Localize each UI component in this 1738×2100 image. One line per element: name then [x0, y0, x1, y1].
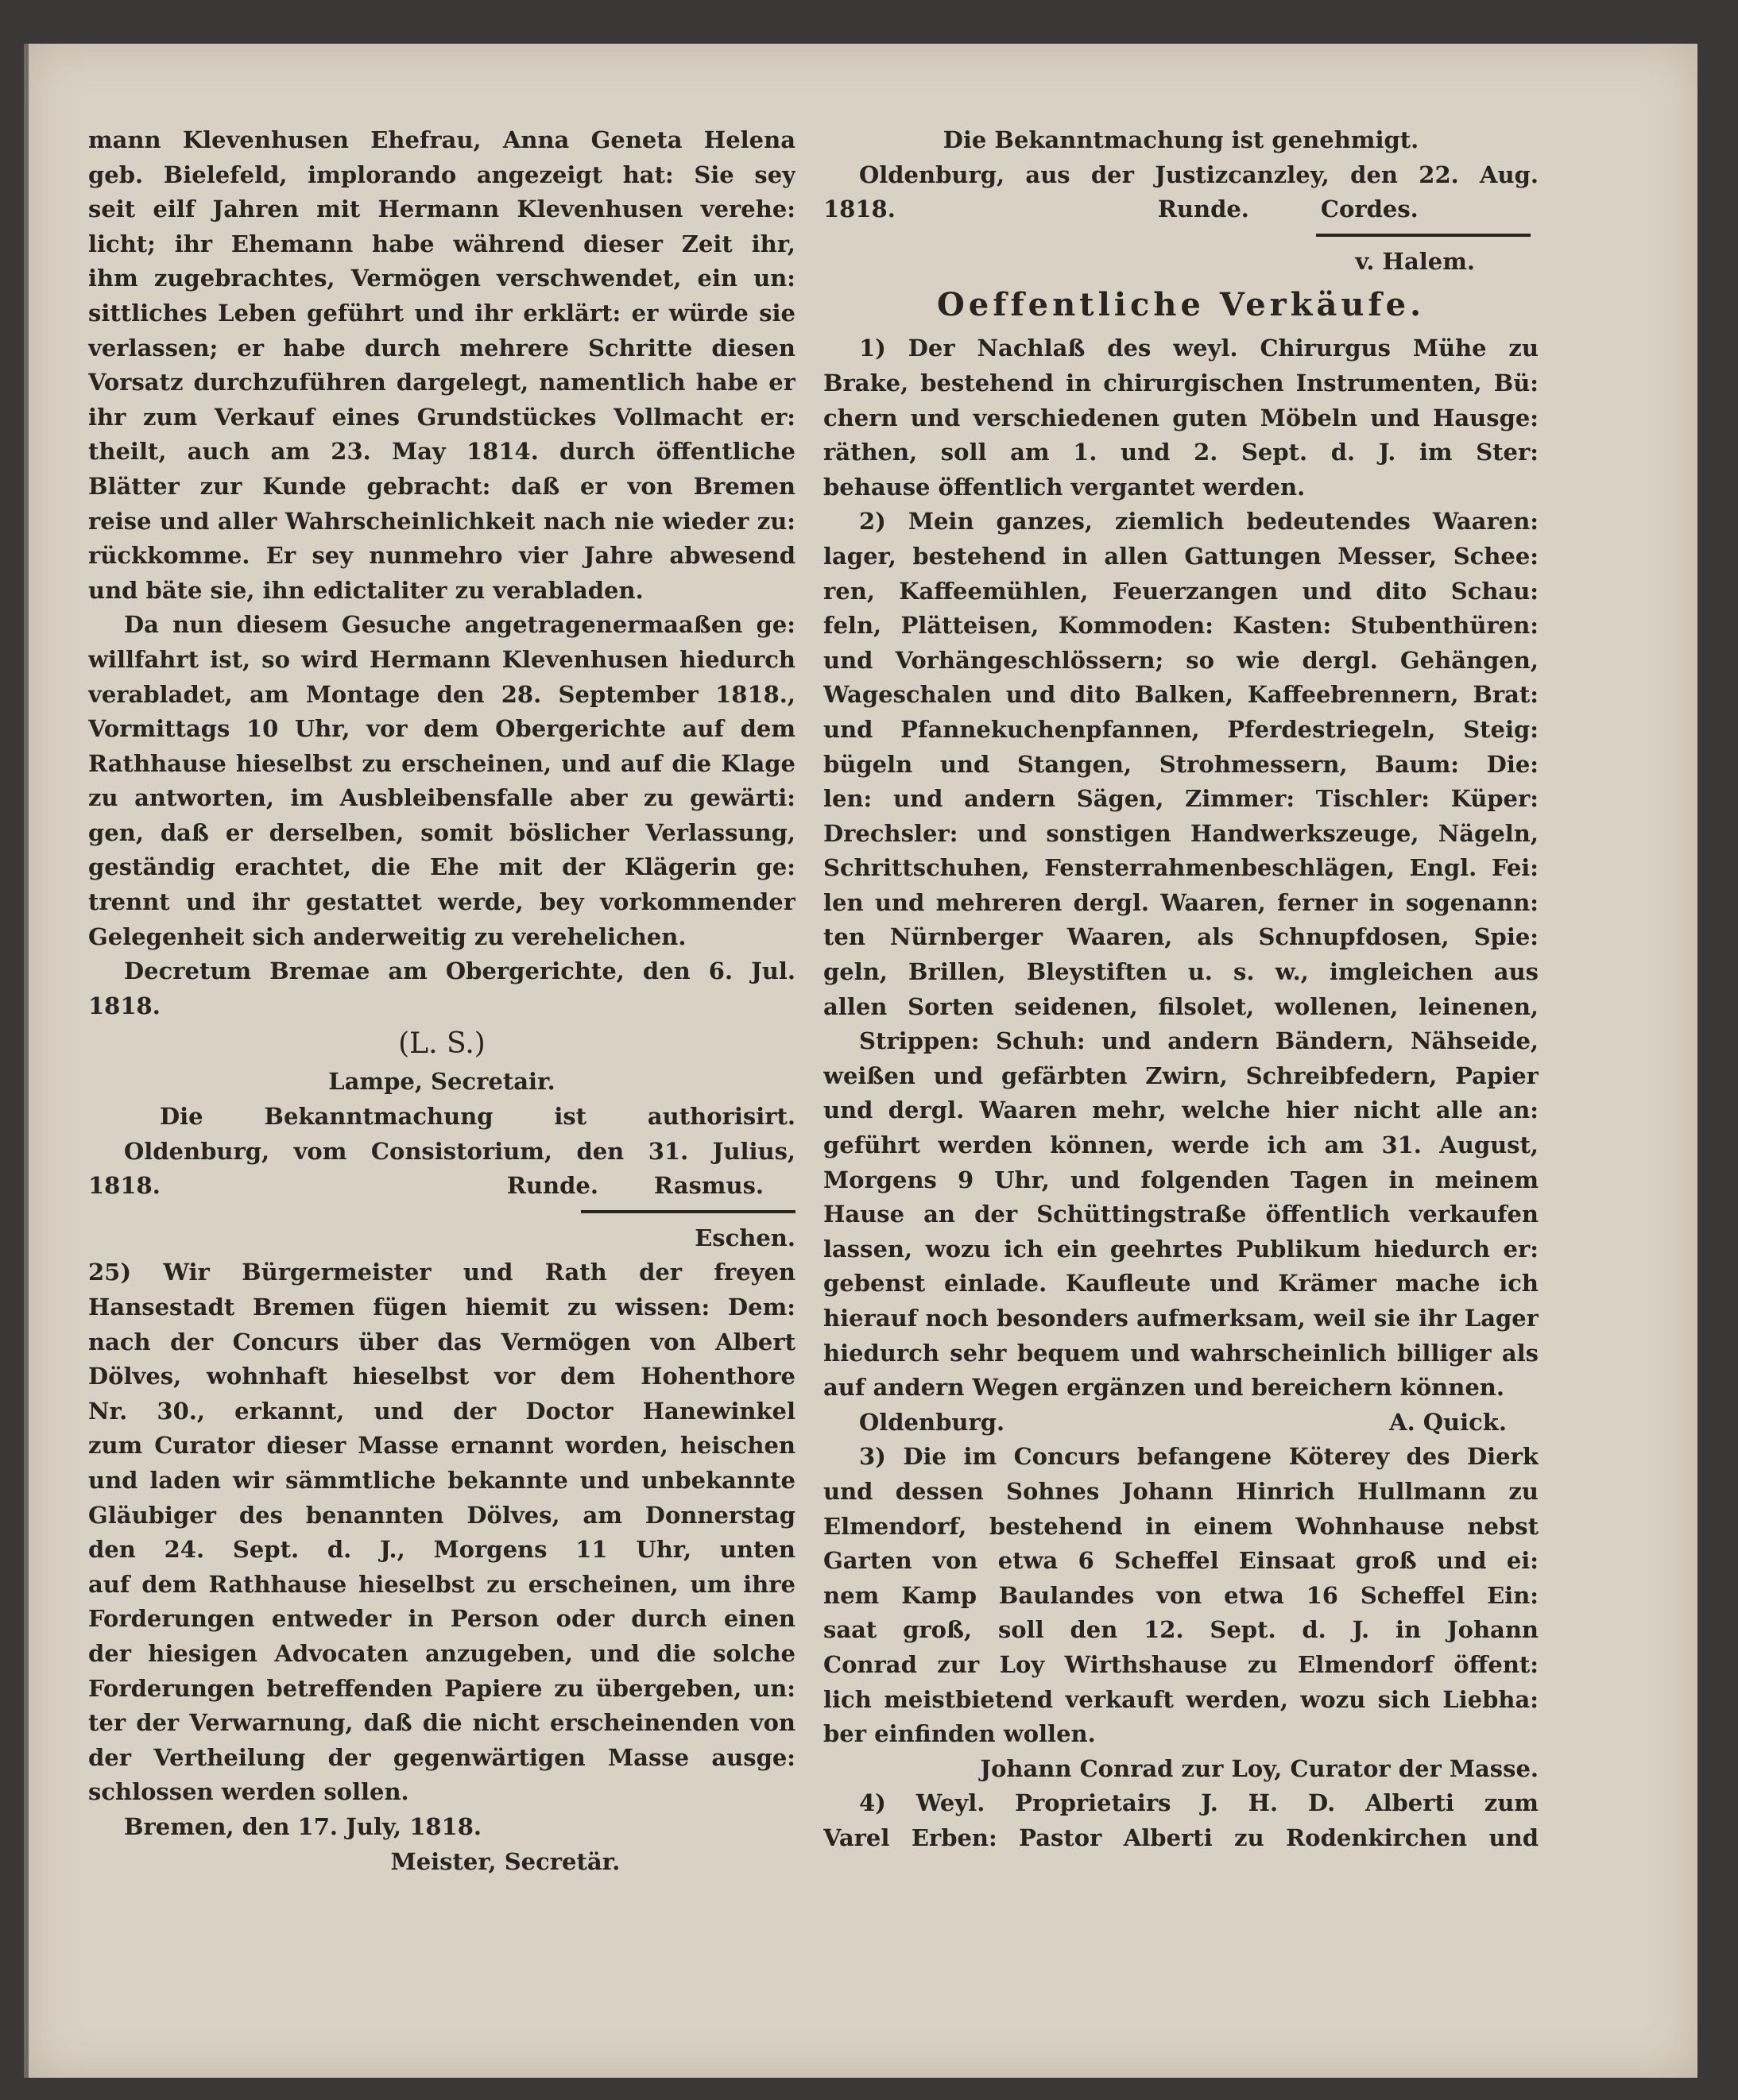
text-line: hiedurch sehr bequem und wahrscheinlich billiger als	[823, 1339, 1539, 1367]
text-line: ten Nürnberger Waaren, als Schnupfdosen, Spie:	[823, 923, 1539, 951]
text-line: geständig erachtet, die Ehe mit der Klägerin ge:	[88, 853, 795, 881]
text-line: Gläubiger des benannten Dölves, am Donnerstag	[88, 1501, 795, 1529]
text-line: verabladet, am Montage den 28. September 1818.,	[88, 680, 795, 708]
text-line: seit eilf Jahren mit Hermann Klevenhusen verehe:	[88, 195, 795, 223]
text-line: zum Curator dieser Masse ernannt worden, heischen	[88, 1432, 795, 1460]
text-line: ter der Verwarnung, daß die nicht erscheinenden von	[88, 1709, 795, 1737]
text-line: len: und andern Sägen, Zimmer: Tischler: Küper:	[823, 785, 1539, 813]
text-line: allen Sorten seidenen, filsolet, wollenen, leinenen,	[823, 992, 1539, 1020]
text-line: Strippen: Schuh: und andern Bändern, Nähseide,	[859, 1027, 1539, 1055]
text-line: ihm zugebrachtes, Vermögen verschwendet, ein un:	[88, 265, 795, 292]
text-line: hierauf noch besonders aufmerksam, weil sie ihr Lager	[823, 1305, 1539, 1332]
text-line: 4) Weyl. Proprietairs J. H. D. Alberti zum	[859, 1789, 1539, 1817]
text-line: Oldenburg, aus der Justizcanzley, den 22. Aug.	[859, 160, 1539, 188]
text-line: Hause an der Schüttingstraße öffentlich verkaufen	[823, 1201, 1539, 1228]
text-line: geführt werden können, werde ich am 31. August,	[823, 1131, 1539, 1159]
text-line: lassen, wozu ich ein geehrtes Publikum hiedurch er:	[823, 1235, 1539, 1263]
text-line: Dölves, wohnhaft hieselbst vor dem Hohenthore	[88, 1363, 795, 1390]
text-line: geln, Brillen, Bleystiften u. s. w., imgleichen aus	[823, 958, 1539, 986]
text-line: rückkomme. Er sey nunmehro vier Jahre abwesend	[88, 542, 795, 570]
text-line: willfahrt ist, so wird Hermann Klevenhusen hiedurch	[88, 645, 795, 673]
newspaper-page	[24, 44, 1697, 2078]
text-line: ren, Kaffeemühlen, Feuerzangen und dito Schau:	[823, 577, 1539, 605]
text-line: zu antworten, im Ausbleibensfalle aber zu gewärti:	[88, 784, 795, 812]
signature-line: Johann Conrad zur Loy, Curator der Masse.	[980, 1754, 1539, 1782]
divider-rule	[581, 1210, 795, 1213]
text-line: auf dem Rathhause hieselbst zu erscheinen, um ihre	[88, 1570, 795, 1598]
text-line: Da nun diesem Gesuche angetragenermaaßen ge:	[124, 611, 795, 639]
signature-year: 1818.	[88, 1172, 161, 1200]
text-line: Nr. 30., erkannt, und der Doctor Hanewinkel	[88, 1397, 795, 1425]
text-line: der hiesigen Advocaten anzugeben, und die solche	[88, 1639, 795, 1667]
signature-name: Runde.	[1157, 195, 1249, 223]
text-line: Wageschalen und dito Balken, Kaffeebrennern, Brat:	[823, 681, 1539, 709]
text-line: reise und aller Wahrscheinlichkeit nach nie wieder zu:	[88, 507, 795, 535]
signature-line: Eschen.	[695, 1224, 795, 1251]
text-line: Forderungen betreffenden Papiere zu übergeben, un:	[88, 1674, 795, 1702]
text-line: Oldenburg, vom Consistorium, den 31. Julius,	[124, 1137, 795, 1165]
text-line: Forderungen entweder in Person oder durch einen	[88, 1605, 795, 1633]
signature-row	[88, 1169, 795, 1204]
text-line: und Pfannekuchenpfannen, Pferdestriegeln, Steig:	[823, 715, 1539, 743]
text-line: Vormittags 10 Uhr, vor dem Obergerichte auf dem	[88, 715, 795, 743]
signature-line: v. Halem.	[1355, 247, 1475, 275]
text-line: chern und verschiedenen guten Möbeln und Hausge:	[823, 404, 1539, 431]
text-line: den 24. Sept. d. J., Morgens 11 Uhr, unten	[88, 1536, 795, 1564]
signature-place: Oldenburg.	[859, 1408, 1005, 1436]
text-line: Die Bekanntmachung ist genehmigt.	[943, 126, 1419, 153]
text-line: der Vertheilung der gegenwärtigen Masse ausge:	[88, 1743, 795, 1771]
signature-name: A. Quick.	[1389, 1408, 1507, 1436]
text-line: nem Kamp Baulandes von etwa 16 Scheffel Ein:	[823, 1581, 1539, 1609]
text-line: mann Klevenhusen Ehefrau, Anna Geneta Helena	[88, 126, 795, 153]
text-line: feln, Plätteisen, Kommoden: Kasten: Stubenthüren:	[823, 612, 1539, 640]
text-line: Morgens 9 Uhr, und folgenden Tagen in meinem	[823, 1166, 1539, 1193]
text-line: sittliches Leben geführt und ihr erklärt: er würde sie	[88, 299, 795, 327]
signature-line: Meister, Secretär.	[390, 1847, 621, 1875]
text-line: gebenst einlade. Kaufleute und Krämer mache ich	[823, 1270, 1539, 1298]
text-line: Drechsler: und sonstigen Handwerkszeuge, Nägeln,	[823, 819, 1539, 847]
text-line: und bäte sie, ihn edictaliter zu verabladen.	[88, 576, 644, 604]
text-line: lager, bestehend in allen Gattungen Messer, Schee:	[823, 542, 1539, 570]
text-line: und laden wir sämmtliche bekannte und unbekannte	[88, 1466, 795, 1494]
text-line: geb. Bielefeld, implorando angezeigt hat: Sie sey	[88, 160, 795, 188]
text-line: und Vorhängeschlössern; so wie dergl. Gehängen,	[823, 646, 1539, 674]
text-line: verlassen; er habe durch mehrere Schritte diesen	[88, 334, 795, 362]
text-line: Decretum Bremae am Obergerichte, den 6. Jul.	[124, 957, 795, 985]
text-line: 25) Wir Bürgermeister und Rath der freyen	[88, 1259, 795, 1286]
text-line: trennt und ihr gestattet werde, bey vorkommender	[88, 888, 795, 916]
text-line: Varel Erben: Pastor Alberti zu Rodenkirchen und	[823, 1823, 1539, 1851]
left-column	[88, 123, 795, 1879]
signature-year: 1818.	[823, 195, 896, 223]
text-line: len und mehreren dergl. Waaren, ferner in sogenann:	[823, 888, 1539, 916]
text-line: lich meistbietend verkauft werden, wozu sich Liebha:	[823, 1685, 1539, 1713]
text-line: weißen und gefärbten Zwirn, Schreibfedern, Papier	[823, 1062, 1539, 1089]
signature-name: Runde.	[506, 1172, 598, 1200]
text-line: Gelegenheit sich anderweitig zu verehelichen.	[88, 922, 687, 950]
text-line: ihr zum Verkauf eines Grundstückes Vollmacht er:	[88, 403, 795, 431]
text-line: theilt, auch am 23. May 1814. durch öffentliche	[88, 438, 795, 466]
signature-row	[823, 1406, 1539, 1441]
text-line: schlossen werden sollen.	[88, 1778, 409, 1806]
right-column	[823, 123, 1539, 1856]
text-line: Garten von etwa 6 Scheffel Einsaat groß und ei:	[823, 1547, 1539, 1575]
signature-name: Rasmus.	[653, 1172, 764, 1200]
text-line: 2) Mein ganzes, ziemlich bedeutendes Waaren:	[859, 508, 1539, 536]
text-line: Blätter zur Kunde gebracht: daß er von Bremen	[88, 472, 795, 500]
text-line: Die Bekanntmachung ist authorisirt.	[160, 1103, 795, 1131]
seal-text: (L. S.)	[398, 1027, 486, 1061]
text-line: licht; ihr Ehemann habe während dieser Zeit ihr,	[88, 230, 795, 257]
text-line: Elmendorf, bestehend in einem Wohnhause nebst	[823, 1512, 1539, 1540]
section-heading: Oeffentliche Verkäufe.	[936, 286, 1426, 324]
text-line: Vorsatz durchzuführen dargelegt, namentlich habe er	[88, 369, 795, 396]
text-line: Brake, bestehend in chirurgischen Instrumenten, Bü:	[823, 369, 1539, 396]
text-line: bügeln und Stangen, Strohmessern, Baum: Die:	[823, 750, 1539, 778]
text-line: ber einfinden wollen.	[823, 1720, 1096, 1748]
text-line: 3) Die im Concurs befangene Köterey des Dierk	[859, 1443, 1539, 1471]
text-line: Rathhause hieselbst zu erscheinen, und auf die Klage	[88, 749, 795, 777]
text-line: räthen, soll am 1. und 2. Sept. d. J. im Ster:	[823, 439, 1539, 466]
text-line: saat groß, soll den 12. Sept. d. J. in Johann	[823, 1616, 1539, 1644]
text-line: und dergl. Waaren mehr, welche hier nicht alle an:	[823, 1096, 1539, 1124]
text-line: gen, daß er derselben, somit böslicher Verlassung,	[88, 818, 795, 846]
signature-name: Cordes.	[1320, 195, 1419, 223]
text-line: auf andern Wegen ergänzen und bereichern können.	[823, 1374, 1504, 1402]
signature-row	[823, 192, 1539, 227]
divider-rule	[1316, 234, 1531, 237]
text-line: und dessen Sohnes Johann Hinrich Hullmann zu	[823, 1477, 1539, 1505]
text-line: 1) Der Nachlaß des weyl. Chirurgus Mühe zu	[859, 335, 1539, 362]
text-line: 1818.	[88, 992, 161, 1019]
text-line: Conrad zur Loy Wirthshause zu Elmendorf öffent:	[823, 1650, 1539, 1678]
signature-line: Lampe, Secretair.	[328, 1068, 555, 1096]
text-line: nach der Concurs über das Vermögen von Albert	[88, 1328, 795, 1356]
text-line: behause öffentlich vergantet werden.	[823, 473, 1306, 501]
text-line: Schrittschuhen, Fensterrahmenbeschlägen, Engl. Fei:	[823, 854, 1539, 882]
text-line: Hansestadt Bremen fügen hiemit zu wissen: Dem:	[88, 1294, 795, 1321]
place-date-line: Bremen, den 17. July, 1818.	[124, 1812, 482, 1840]
